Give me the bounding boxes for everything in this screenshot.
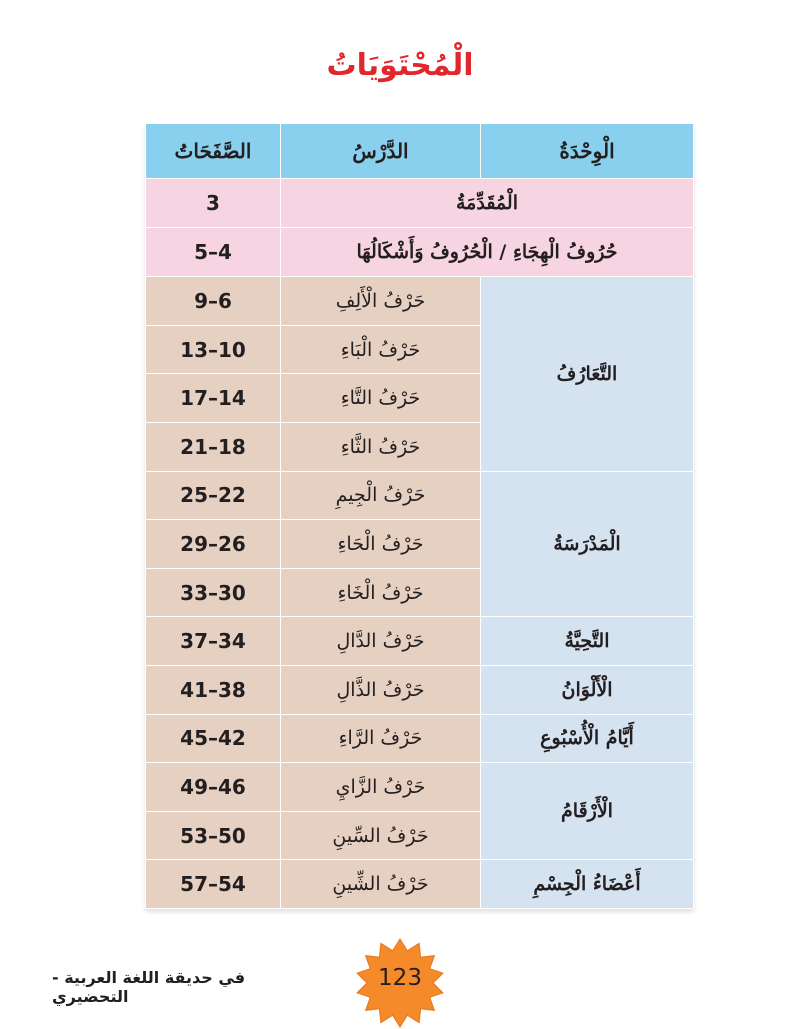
intro-label: الْمُقَدِّمَةُ: [281, 179, 694, 228]
unit-name: التَّعَارُفُ: [481, 277, 694, 471]
table-row: [146, 471, 694, 520]
lesson-pages: 25–22: [146, 471, 281, 520]
intro-pages: 3: [146, 179, 281, 228]
lesson-name: حَرْفُ الرَّاءِ: [281, 714, 481, 763]
intro-row: [146, 228, 694, 277]
lesson-name: حَرْفُ الدَّالِ: [281, 617, 481, 666]
contents-table: [145, 123, 694, 909]
lesson-name: حَرْفُ الْأَلِفِ: [281, 277, 481, 326]
unit-name: التَّحِيَّةُ: [481, 617, 694, 666]
book-title: في حديقة اللغة العربية - التحضيري: [52, 968, 246, 1006]
table-row: [146, 277, 694, 326]
header-lesson: الدَّرْسُ: [281, 124, 481, 179]
table-row: [146, 714, 694, 763]
unit-name: أَعْضَاءُ الْجِسْمِ: [481, 860, 694, 909]
lesson-name: حَرْفُ السِّينِ: [281, 811, 481, 860]
table-header-row: [146, 124, 694, 179]
lesson-name: حَرْفُ الْبَاءِ: [281, 325, 481, 374]
lesson-pages: 57–54: [146, 860, 281, 909]
table-row: [146, 763, 694, 812]
unit-name: الْأَرْقَامُ: [481, 763, 694, 860]
lesson-name: حَرْفُ الْحَاءِ: [281, 520, 481, 569]
table-body: [146, 179, 694, 909]
lesson-name: حَرْفُ التَّاءِ: [281, 374, 481, 423]
unit-name: الْمَدْرَسَةُ: [481, 471, 694, 617]
lesson-pages: 17–14: [146, 374, 281, 423]
lesson-name: حَرْفُ الْجِيمِ: [281, 471, 481, 520]
lesson-name: حَرْفُ الزَّايِ: [281, 763, 481, 812]
lesson-pages: 37–34: [146, 617, 281, 666]
lesson-pages: 13–10: [146, 325, 281, 374]
table-row: [146, 617, 694, 666]
lesson-pages: 45–42: [146, 714, 281, 763]
intro-pages: 5–4: [146, 228, 281, 277]
table-row: [146, 665, 694, 714]
table-row: [146, 860, 694, 909]
lesson-pages: 9–6: [146, 277, 281, 326]
page-title: الْمُحْتَوَيَاتُ: [326, 48, 474, 83]
unit-name: أَيَّامُ الْأُسْبُوعِ: [481, 714, 694, 763]
lesson-name: حَرْفُ الْخَاءِ: [281, 568, 481, 617]
intro-label: حُرُوفُ الْهِجَاءِ / الْحُرُوفُ وَأَشْكَالُهَا: [281, 228, 694, 277]
intro-row: [146, 179, 694, 228]
header-unit: الْوِحْدَةُ: [481, 124, 694, 179]
lesson-pages: 21–18: [146, 423, 281, 472]
lesson-pages: 41–38: [146, 665, 281, 714]
lesson-pages: 29–26: [146, 520, 281, 569]
lesson-name: حَرْفُ الذَّالِ: [281, 665, 481, 714]
lesson-pages: 53–50: [146, 811, 281, 860]
page-number: 123: [378, 965, 422, 991]
lesson-pages: 33–30: [146, 568, 281, 617]
lesson-name: حَرْفُ الشِّينِ: [281, 860, 481, 909]
lesson-name: حَرْفُ الثَّاءِ: [281, 423, 481, 472]
lesson-pages: 49–46: [146, 763, 281, 812]
unit-name: الْأَلْوَانُ: [481, 665, 694, 714]
header-pages: الصَّفَحَاتُ: [146, 124, 281, 179]
